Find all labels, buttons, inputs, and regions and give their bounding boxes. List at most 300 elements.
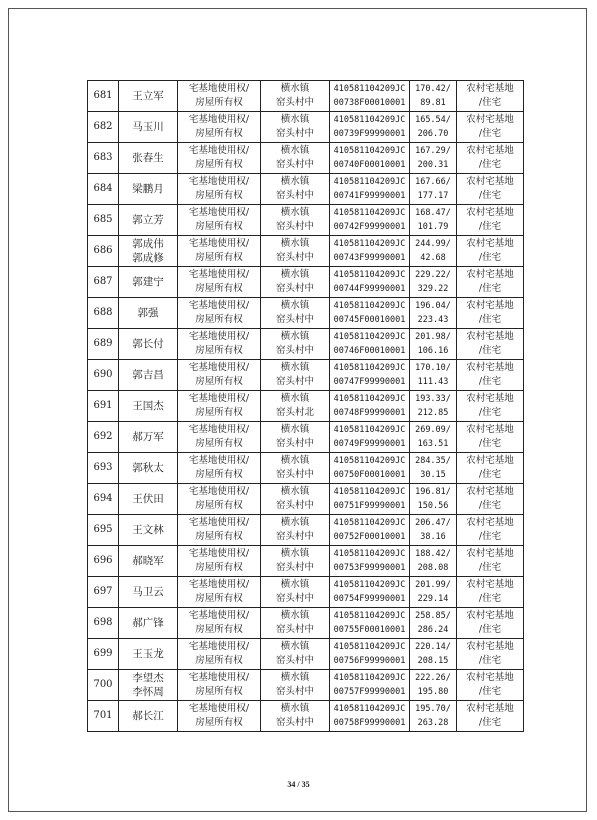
right-type-cell (178, 81, 261, 112)
right-type-line: 宅基地使用权/ (188, 176, 250, 187)
location-line: 横水镇 (280, 548, 310, 559)
right-type-line: 房屋所有权 (195, 655, 243, 666)
location-line: 横水镇 (280, 703, 310, 714)
land-use-line: /住宅 (478, 283, 502, 294)
right-type-line: 房屋所有权 (195, 686, 243, 697)
location-line: 窑头村中 (275, 438, 314, 449)
location-line: 窑头村北 (275, 407, 314, 418)
table-row (88, 81, 524, 112)
right-type-line: 宅基地使用权/ (188, 393, 250, 404)
location-line: 窑头村中 (275, 686, 314, 697)
land-use-line: 农村宅基地 (466, 486, 514, 497)
land-use-line: /住宅 (478, 686, 502, 697)
unit-code-line: 00744F99990001 (333, 284, 406, 294)
area-cell (410, 453, 457, 484)
land-use-line: 农村宅基地 (466, 300, 514, 311)
record-number-cell: 682 (88, 112, 119, 143)
land-use-line: /住宅 (478, 469, 502, 480)
owner-name-cell (119, 174, 178, 205)
area-cell (410, 546, 457, 577)
land-use-line: 农村宅基地 (466, 455, 514, 466)
land-use-line: 农村宅基地 (466, 641, 514, 652)
record-number-cell: 685 (88, 205, 119, 236)
land-use-line: /住宅 (478, 314, 502, 325)
location-line: 窑头村中 (275, 593, 314, 604)
record-number-cell: 695 (88, 515, 119, 546)
right-type-line: 房屋所有权 (195, 283, 243, 294)
land-use-line: /住宅 (478, 97, 502, 108)
location-line: 横水镇 (280, 145, 310, 156)
table-row (88, 422, 524, 453)
owner-name-line: 郭立芳 (132, 214, 164, 226)
land-use-line: 农村宅基地 (466, 238, 514, 249)
owner-name-line: 郭吉昌 (132, 369, 164, 381)
area-line: 201.99/ (415, 580, 451, 590)
record-number-cell: 691 (88, 391, 119, 422)
right-type-line: 宅基地使用权/ (188, 641, 250, 652)
land-use-line: /住宅 (478, 438, 502, 449)
right-type-cell (178, 298, 261, 329)
land-use-line: 农村宅基地 (466, 269, 514, 280)
unit-code-line: 410581104209JC (333, 673, 406, 683)
land-use-line: 农村宅基地 (466, 517, 514, 528)
unit-code-line: 410581104209JC (333, 270, 406, 280)
owner-name-line: 郭成修 (132, 252, 164, 264)
area-line: 42.68 (420, 253, 446, 263)
record-number-cell: 697 (88, 577, 119, 608)
land-use-line: 农村宅基地 (466, 83, 514, 94)
right-type-cell (178, 608, 261, 639)
record-number-cell: 696 (88, 546, 119, 577)
area-line: 177.17 (417, 191, 449, 201)
land-use-cell (457, 298, 524, 329)
location-line: 窑头村中 (275, 128, 314, 139)
unit-code-line: 00752F00010001 (333, 532, 406, 542)
owner-name-line: 王伏田 (132, 493, 164, 505)
land-use-line: 农村宅基地 (466, 579, 514, 590)
location-line: 窑头村中 (275, 283, 314, 294)
record-number-cell: 698 (88, 608, 119, 639)
right-type-line: 房屋所有权 (195, 128, 243, 139)
land-use-cell (457, 81, 524, 112)
unit-code-line: 00747F99990001 (333, 377, 406, 387)
area-cell (410, 422, 457, 453)
unit-code-line: 410581104209JC (333, 425, 406, 435)
location-cell (261, 81, 330, 112)
unit-code-line: 00751F99990001 (333, 501, 406, 511)
area-cell (410, 391, 457, 422)
unit-code-line: 410581104209JC (333, 580, 406, 590)
land-use-cell (457, 143, 524, 174)
unit-code-cell (330, 453, 410, 484)
unit-code-line: 00739F99990001 (333, 129, 406, 139)
unit-code-line: 00743F99990001 (333, 253, 406, 263)
unit-code-cell (330, 360, 410, 391)
right-type-line: 宅基地使用权/ (188, 362, 250, 373)
right-type-line: 宅基地使用权/ (188, 517, 250, 528)
table-row (88, 484, 524, 515)
right-type-line: 房屋所有权 (195, 562, 243, 573)
location-line: 横水镇 (280, 455, 310, 466)
land-use-line: /住宅 (478, 531, 502, 542)
land-use-line: 农村宅基地 (466, 331, 514, 342)
table-row (88, 670, 524, 701)
record-number-cell: 686 (88, 236, 119, 267)
right-type-line: 房屋所有权 (195, 252, 243, 263)
unit-code-line: 410581104209JC (333, 487, 406, 497)
location-line: 窑头村中 (275, 252, 314, 263)
location-cell (261, 329, 330, 360)
right-type-line: 宅基地使用权/ (188, 83, 250, 94)
land-use-line: /住宅 (478, 376, 502, 387)
table-row (88, 143, 524, 174)
location-cell (261, 577, 330, 608)
land-use-line: 农村宅基地 (466, 672, 514, 683)
unit-code-cell (330, 329, 410, 360)
unit-code-line: 00738F00010001 (333, 98, 406, 108)
area-cell (410, 608, 457, 639)
right-type-cell (178, 112, 261, 143)
location-line: 窑头村中 (275, 314, 314, 325)
area-line: 269.09/ (415, 425, 451, 435)
unit-code-line: 00749F99990001 (333, 439, 406, 449)
area-cell (410, 639, 457, 670)
registration-table (87, 80, 524, 732)
land-use-line: /住宅 (478, 345, 502, 356)
location-cell (261, 453, 330, 484)
area-line: 167.66/ (415, 177, 451, 187)
area-cell (410, 360, 457, 391)
right-type-line: 宅基地使用权/ (188, 145, 250, 156)
unit-code-line: 410581104209JC (333, 394, 406, 404)
owner-name-line: 郭建宁 (132, 276, 164, 288)
right-type-cell (178, 143, 261, 174)
area-line: 286.24 (417, 625, 449, 635)
right-type-line: 宅基地使用权/ (188, 300, 250, 311)
area-cell (410, 329, 457, 360)
unit-code-cell (330, 577, 410, 608)
area-line: 212.85 (417, 408, 449, 418)
owner-name-line: 王玉龙 (132, 648, 164, 660)
unit-code-cell (330, 546, 410, 577)
location-line: 横水镇 (280, 300, 310, 311)
area-line: 30.15 (420, 470, 446, 480)
unit-code-line: 00750F00010001 (333, 470, 406, 480)
land-use-line: /住宅 (478, 159, 502, 170)
unit-code-line: 00741F99990001 (333, 191, 406, 201)
table-row (88, 608, 524, 639)
owner-name-cell (119, 577, 178, 608)
land-use-line: /住宅 (478, 221, 502, 232)
land-use-line: /住宅 (478, 717, 502, 728)
table-row (88, 701, 524, 732)
land-use-line: /住宅 (478, 128, 502, 139)
land-use-cell (457, 701, 524, 732)
owner-name-line: 马玉川 (132, 121, 164, 133)
right-type-cell (178, 236, 261, 267)
unit-code-cell (330, 639, 410, 670)
area-line: 229.22/ (415, 270, 451, 280)
owner-name-cell (119, 453, 178, 484)
land-use-line: 农村宅基地 (466, 610, 514, 621)
unit-code-cell (330, 608, 410, 639)
owner-name-line: 郝晓军 (132, 555, 164, 567)
area-line: 170.42/ (415, 84, 451, 94)
owner-name-cell (119, 670, 178, 701)
right-type-line: 房屋所有权 (195, 593, 243, 604)
unit-code-line: 00754F99990001 (333, 594, 406, 604)
area-line: 206.70 (417, 129, 449, 139)
location-cell (261, 639, 330, 670)
land-use-line: 农村宅基地 (466, 548, 514, 559)
unit-code-cell (330, 112, 410, 143)
area-line: 244.99/ (415, 239, 451, 249)
location-cell (261, 670, 330, 701)
table-row (88, 515, 524, 546)
record-number-cell: 693 (88, 453, 119, 484)
unit-code-line: 410581104209JC (333, 363, 406, 373)
unit-code-cell (330, 205, 410, 236)
record-number-cell: 692 (88, 422, 119, 453)
location-line: 窑头村中 (275, 159, 314, 170)
owner-name-line: 郭强 (137, 307, 159, 319)
right-type-cell (178, 670, 261, 701)
land-use-cell (457, 639, 524, 670)
land-use-cell (457, 391, 524, 422)
location-line: 窑头村中 (275, 469, 314, 480)
unit-code-line: 410581104209JC (333, 146, 406, 156)
right-type-line: 房屋所有权 (195, 314, 243, 325)
area-line: 111.43 (417, 377, 449, 387)
land-use-line: /住宅 (478, 624, 502, 635)
location-line: 横水镇 (280, 393, 310, 404)
unit-code-line: 00753F99990001 (333, 563, 406, 573)
location-cell (261, 143, 330, 174)
location-line: 横水镇 (280, 331, 310, 342)
right-type-cell (178, 484, 261, 515)
table-row (88, 298, 524, 329)
location-line: 横水镇 (280, 207, 310, 218)
owner-name-cell (119, 236, 178, 267)
land-use-cell (457, 546, 524, 577)
unit-code-cell (330, 484, 410, 515)
owner-name-cell (119, 701, 178, 732)
area-line: 188.42/ (415, 549, 451, 559)
location-line: 窑头村中 (275, 221, 314, 232)
land-use-line: 农村宅基地 (466, 703, 514, 714)
unit-code-cell (330, 670, 410, 701)
unit-code-cell (330, 267, 410, 298)
area-line: 223.43 (417, 315, 449, 325)
area-line: 263.28 (417, 718, 449, 728)
unit-code-line: 00742F99990001 (333, 222, 406, 232)
right-type-line: 房屋所有权 (195, 438, 243, 449)
right-type-cell (178, 360, 261, 391)
location-line: 横水镇 (280, 362, 310, 373)
area-cell (410, 112, 457, 143)
table-row (88, 174, 524, 205)
area-cell (410, 267, 457, 298)
land-use-cell (457, 236, 524, 267)
unit-code-cell (330, 143, 410, 174)
unit-code-line: 410581104209JC (333, 84, 406, 94)
location-line: 窑头村中 (275, 562, 314, 573)
location-line: 横水镇 (280, 610, 310, 621)
owner-name-cell (119, 515, 178, 546)
unit-code-line: 410581104209JC (333, 549, 406, 559)
location-line: 窑头村中 (275, 717, 314, 728)
area-line: 196.04/ (415, 301, 451, 311)
area-cell (410, 81, 457, 112)
record-number-cell: 690 (88, 360, 119, 391)
record-number-cell: 689 (88, 329, 119, 360)
owner-name-cell (119, 81, 178, 112)
right-type-line: 宅基地使用权/ (188, 672, 250, 683)
area-cell (410, 205, 457, 236)
record-number-cell: 687 (88, 267, 119, 298)
land-use-cell (457, 112, 524, 143)
location-cell (261, 112, 330, 143)
right-type-cell (178, 329, 261, 360)
unit-code-line: 00748F99990001 (333, 408, 406, 418)
table-row (88, 639, 524, 670)
right-type-cell (178, 515, 261, 546)
unit-code-line: 410581104209JC (333, 301, 406, 311)
unit-code-line: 00757F99990001 (333, 687, 406, 697)
area-line: 258.85/ (415, 611, 451, 621)
land-use-line: 农村宅基地 (466, 114, 514, 125)
owner-name-cell (119, 267, 178, 298)
owner-name-line: 郭成伟 (132, 238, 164, 250)
land-use-line: /住宅 (478, 562, 502, 573)
table-row (88, 112, 524, 143)
area-line: 220.14/ (415, 642, 451, 652)
location-line: 横水镇 (280, 641, 310, 652)
area-line: 229.14 (417, 594, 449, 604)
unit-code-cell (330, 515, 410, 546)
record-number-cell: 700 (88, 670, 119, 701)
location-cell (261, 484, 330, 515)
land-use-line: /住宅 (478, 190, 502, 201)
right-type-cell (178, 701, 261, 732)
location-line: 横水镇 (280, 83, 310, 94)
area-line: 200.31 (417, 160, 449, 170)
table-row (88, 236, 524, 267)
table-row (88, 205, 524, 236)
area-line: 38.16 (420, 532, 446, 542)
record-number-cell: 688 (88, 298, 119, 329)
location-cell (261, 174, 330, 205)
land-use-cell (457, 174, 524, 205)
land-use-line: 农村宅基地 (466, 362, 514, 373)
owner-name-line: 郝广锋 (132, 617, 164, 629)
unit-code-cell (330, 81, 410, 112)
land-use-line: 农村宅基地 (466, 145, 514, 156)
right-type-line: 房屋所有权 (195, 500, 243, 511)
owner-name-line: 张春生 (132, 152, 164, 164)
right-type-line: 宅基地使用权/ (188, 486, 250, 497)
area-line: 329.22 (417, 284, 449, 294)
right-type-line: 房屋所有权 (195, 190, 243, 201)
right-type-line: 房屋所有权 (195, 407, 243, 418)
area-cell (410, 298, 457, 329)
location-cell (261, 608, 330, 639)
location-line: 横水镇 (280, 486, 310, 497)
location-cell (261, 391, 330, 422)
unit-code-line: 410581104209JC (333, 332, 406, 342)
location-line: 窑头村中 (275, 376, 314, 387)
unit-code-line: 410581104209JC (333, 456, 406, 466)
right-type-line: 宅基地使用权/ (188, 424, 250, 435)
location-cell (261, 298, 330, 329)
record-number-cell: 694 (88, 484, 119, 515)
unit-code-line: 410581104209JC (333, 518, 406, 528)
location-cell (261, 205, 330, 236)
owner-name-cell (119, 608, 178, 639)
area-line: 201.98/ (415, 332, 451, 342)
owner-name-line: 郭长付 (132, 338, 164, 350)
area-cell (410, 670, 457, 701)
area-line: 196.81/ (415, 487, 451, 497)
area-line: 150.56 (417, 501, 449, 511)
location-cell (261, 515, 330, 546)
area-line: 208.08 (417, 563, 449, 573)
owner-name-cell (119, 298, 178, 329)
location-line: 窑头村中 (275, 345, 314, 356)
owner-name-cell (119, 112, 178, 143)
owner-name-line: 郝万军 (132, 431, 164, 443)
right-type-line: 房屋所有权 (195, 97, 243, 108)
unit-code-line: 00755F00010001 (333, 625, 406, 635)
land-use-line: /住宅 (478, 593, 502, 604)
unit-code-line: 410581104209JC (333, 115, 406, 125)
right-type-line: 宅基地使用权/ (188, 238, 250, 249)
location-cell (261, 267, 330, 298)
area-cell (410, 143, 457, 174)
area-line: 163.51 (417, 439, 449, 449)
unit-code-line: 00758F99990001 (333, 718, 406, 728)
right-type-line: 房屋所有权 (195, 345, 243, 356)
location-cell (261, 360, 330, 391)
right-type-cell (178, 391, 261, 422)
unit-code-cell (330, 422, 410, 453)
unit-code-line: 410581104209JC (333, 177, 406, 187)
right-type-cell (178, 577, 261, 608)
right-type-line: 宅基地使用权/ (188, 610, 250, 621)
owner-name-line: 王国杰 (132, 400, 164, 412)
land-use-line: /住宅 (478, 252, 502, 263)
land-use-cell (457, 267, 524, 298)
right-type-cell (178, 174, 261, 205)
right-type-line: 宅基地使用权/ (188, 114, 250, 125)
land-use-cell (457, 515, 524, 546)
area-line: 165.54/ (415, 115, 451, 125)
area-line: 168.47/ (415, 208, 451, 218)
owner-name-cell (119, 639, 178, 670)
unit-code-line: 00746F00010001 (333, 346, 406, 356)
area-line: 222.26/ (415, 673, 451, 683)
location-line: 横水镇 (280, 238, 310, 249)
area-cell (410, 515, 457, 546)
record-number-cell: 699 (88, 639, 119, 670)
land-use-line: 农村宅基地 (466, 207, 514, 218)
area-line: 208.15 (417, 656, 449, 666)
right-type-cell (178, 639, 261, 670)
right-type-line: 宅基地使用权/ (188, 269, 250, 280)
area-line: 170.10/ (415, 363, 451, 373)
owner-name-line: 李望杰 (132, 672, 164, 684)
unit-code-line: 410581104209JC (333, 704, 406, 714)
